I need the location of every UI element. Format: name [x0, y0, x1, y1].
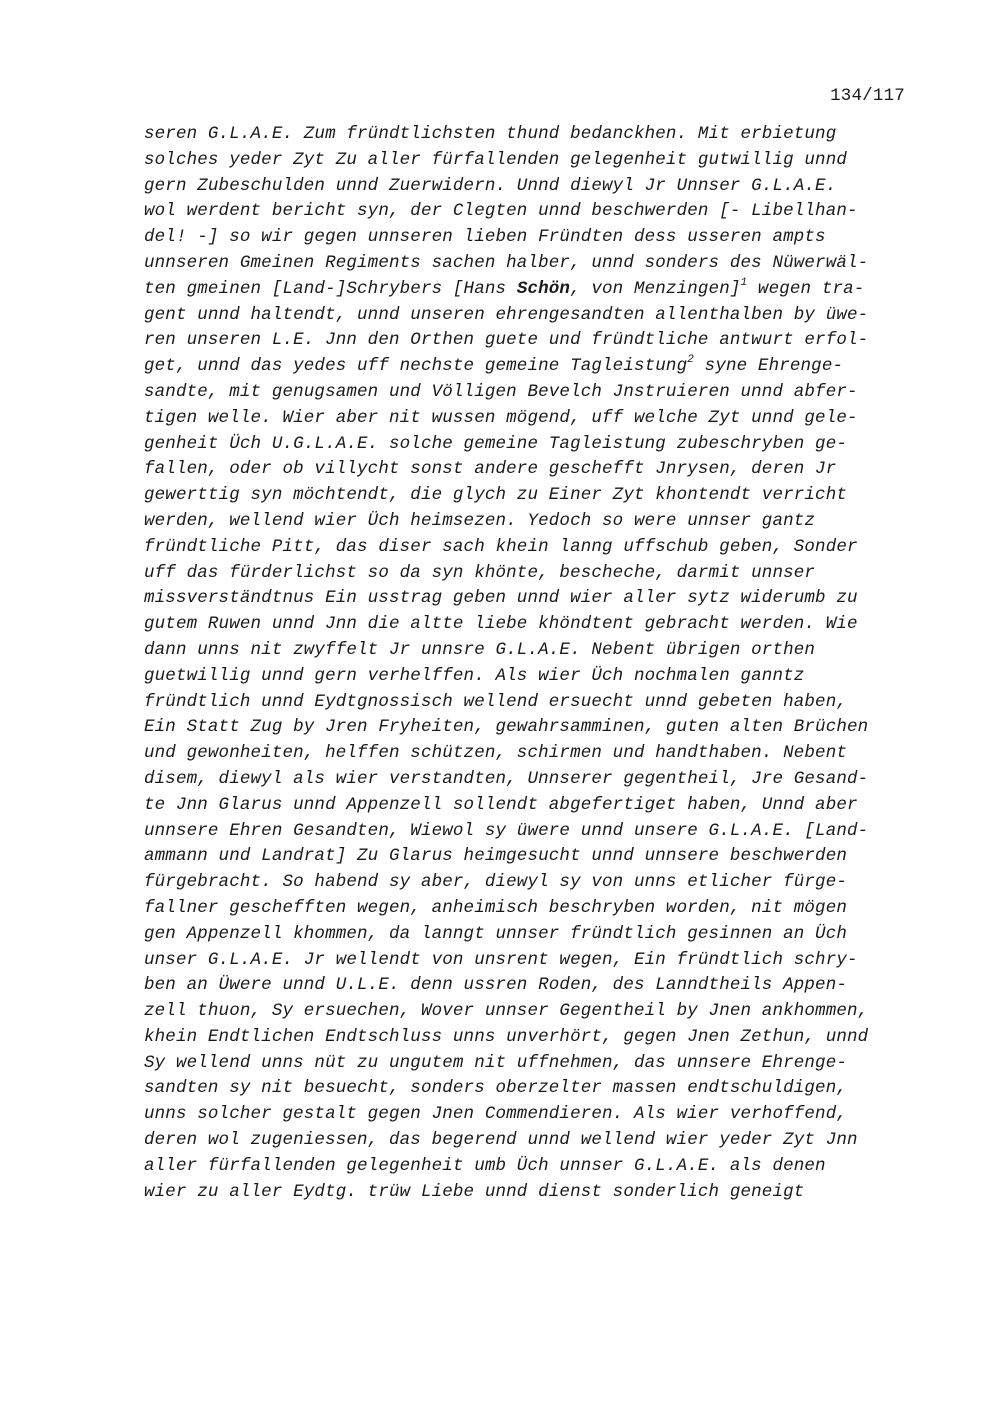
text-line: gutem Ruwen unnd Jnn die altte liebe khöndtent gebracht werden. Wie	[144, 614, 858, 635]
letter-body-text	[144, 122, 924, 1205]
text-line: Sy wellend unns nüt zu ungutem nit uffnehmen, das unnsere Ehrenge-	[144, 1052, 848, 1073]
text-line: und gewonheiten, helffen schützen, schirmen und handthaben. Nebent	[144, 743, 848, 764]
text-line: werden, wellend wier Üch heimsezen. Yedoch so were unnser gantz	[144, 510, 816, 531]
text-line: fallen, oder ob villycht sonst andere geschefft Jnrysen, deren Jr	[144, 459, 837, 480]
text-line: unnseren Gmeinen Regiments sachen halber, unnd sonders des Nüwerwäl-	[144, 252, 869, 273]
text-line: gen Appenzell khommen, da lanngt unnser fründtlich gesinnen an Üch	[144, 923, 848, 944]
text-line: khein Endtlichen Endtschluss unns unverhört, gegen Jnen Zethun, unnd	[144, 1026, 869, 1047]
person-name-bold: Schön	[516, 278, 571, 299]
text-line: fründtlich unnd Eydtgnossisch wellend ersuecht unnd gebeten haben,	[144, 691, 848, 712]
footnote-marker: 1	[740, 276, 748, 289]
text-line: solches yeder Zyt Zu aller fürfallenden gelegenheit gutwillig unnd	[144, 149, 848, 170]
text-line: unser G.L.A.E. Jr wellendt von unsrent wegen, Ein fründtlich schry-	[144, 949, 858, 970]
text-line: wier zu aller Eydtg. trüw Liebe unnd dienst sonderlich geneigt	[144, 1181, 805, 1202]
text-line: seren G.L.A.E. Zum fründtlichsten thund bedanckhen. Mit erbietung	[144, 124, 837, 144]
text-line: fründtliche Pitt, das diser sach khein lanng uffschub geben, Sonder	[144, 536, 858, 557]
footnote-marker: 2	[687, 354, 695, 367]
text-line: tigen welle. Wier aber nit wussen mögend, uff welche Zyt unnd gele-	[144, 407, 858, 428]
text-line: ammann und Landrat] Zu Glarus heimgesucht unnd unnsere beschwerden	[144, 846, 848, 867]
text-line: Ein Statt Zug by Jren Fryheiten, gewahrsamminen, guten alten Brüchen	[144, 717, 869, 738]
text-line: get, unnd das yedes uff nechste gemeine Tagleistung$^2$ syne Ehrenge-	[144, 354, 844, 377]
text-line: zell thuon, Sy ersuechen, Wover unnser Gegentheil by Jnen ankhommen,	[144, 1001, 869, 1022]
text-line: sandten sy nit besuecht, sonders oberzelter massen endtschuldigen,	[144, 1078, 848, 1099]
text-line: ben an Üwere unnd U.L.E. denn ussren Roden, des Lanndtheils Appen-	[144, 975, 848, 996]
text-line: aller fürfallenden gelegenheit umb Üch unnser G.L.A.E. als denen	[144, 1155, 826, 1176]
text-line: disem, diewyl als wier verstandten, Unnserer gegentheil, Jre Gesand-	[144, 768, 869, 789]
text-line: missverständtnus Ein usstrag geben unnd wier aller sytz widerumb zu	[144, 588, 858, 609]
text-line: genheit Üch U.G.L.A.E. solche gemeine Tagleistung zubeschryben ge-	[144, 433, 848, 454]
text-line: guetwillig unnd gern verhelffen. Als wier Üch nochmalen ganntz	[144, 665, 805, 686]
text-line: unns solcher gestalt gegen Jnen Commendieren. Als wier verhoffend,	[144, 1104, 848, 1125]
text-line: gern Zubeschulden unnd Zuerwidern. Unnd diewyl Jr Unnser G.L.A.E.	[144, 175, 837, 196]
text-line: gent unnd haltendt, unnd unseren ehrengesandten allenthalben by üwe-	[144, 304, 869, 325]
text-line: uff das fürderlichst so da syn khönte, bescheche, darmit unnser	[144, 562, 816, 583]
text-line: del! -] so wir gegen unnseren lieben Fründten dess usseren ampts	[144, 227, 826, 248]
text-line: sandte, mit genugsamen und Völligen Bevelch Jnstruieren unnd abfer-	[144, 381, 858, 402]
text-line: ten gmeinen [Land-]Schrybers [Hans Schön, von Menzingen]$^1$ wegen tra-	[144, 276, 865, 299]
text-line: unnsere Ehren Gesandten, Wiewol sy üwere unnd unsere G.L.A.E. [Land-	[144, 820, 869, 841]
text-line: ren unseren L.E. Jnn den Orthen guete und fründtliche antwurt erfol-	[144, 330, 869, 351]
text-line: gewerttig syn möchtendt, die glych zu Einer Zyt khontendt verricht	[144, 485, 848, 506]
page-number: 134/117	[830, 86, 905, 106]
text-line: deren wol zugeniessen, das begerend unnd wellend wier yeder Zyt Jnn	[144, 1130, 858, 1151]
text-line: fürgebracht. So habend sy aber, diewyl sy von unns etlicher fürge-	[144, 872, 848, 893]
text-line: fallner geschefften wegen, anheimisch beschryben worden, nit mögen	[144, 897, 848, 918]
text-line: dann unns nit zwyffelt Jr unnsre G.L.A.E. Nebent übrigen orthen	[144, 639, 816, 660]
text-line: te Jnn Glarus unnd Appenzell sollendt abgefertiget haben, Unnd aber	[144, 794, 858, 815]
text-line: wol werdent bericht syn, der Clegten unnd beschwerden [- Libellhan-	[144, 201, 858, 222]
